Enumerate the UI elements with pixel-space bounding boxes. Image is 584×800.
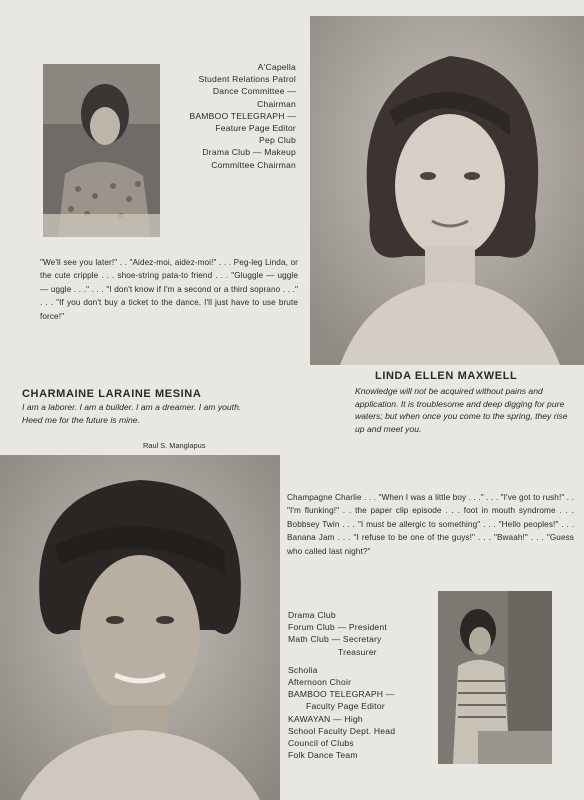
activity-line: Dance Committee — xyxy=(212,86,296,97)
candid-photo-bottom xyxy=(438,591,552,764)
linda-motto: Knowledge will not be acquired without pains and application. It is troublesome and deep digging for pure waters; but when once you come to the spring, they rise up and meet you. xyxy=(355,386,568,434)
linda-name: LINDA ELLEN MAXWELL xyxy=(375,370,518,382)
activity-line: Committee Chairman xyxy=(211,159,296,170)
activity-line: Student Relations Patrol xyxy=(198,74,296,85)
portrait-linda xyxy=(310,16,584,365)
charmaine-quotes: "We'll see you later!" . . "Aidez-moi, aidez-moi!" . . . Peg-leg Linda, or the cute cripple . . . shoe-string pata-to friend . . . "Gluggle — uggle — uggle . . ." . . . "I don't know if I'm a second or a third soprano . . ." . . . "If you don't buy a ticket to the dance, I'll just have to use brute force!" xyxy=(40,258,298,321)
activity-line: KAWAYAN — High xyxy=(288,713,363,724)
activity-line: Drama Club — Makeup xyxy=(202,147,296,158)
activity-line: Treasurer xyxy=(338,646,377,657)
activity-line: Council of Clubs xyxy=(288,738,354,749)
activity-line: School Faculty Dept. Head xyxy=(288,725,396,736)
activity-line: Faculty Page Editor xyxy=(306,701,385,712)
charmaine-name: CHARMAINE LARAINE MESINA xyxy=(22,388,202,400)
activity-line: Chairman xyxy=(257,98,296,109)
linda-quotes: Champagne Charlie . . . "When I was a little boy . . ." . . . "I've got to rush!" . . "I'm flunking!" . . the paper clip episode . . . foot in mouth syndrome . . . Bobbsey Twin . . . "I must be allergic to something" . . . "Hello peoples!" . . . Banana Jam . . . "I refuse to be one of the guys!" . . . "Bwaah!" . . . "Guess who called last night?" xyxy=(287,493,574,556)
activity-line: BAMBOO TELEGRAPH — xyxy=(288,689,395,700)
activity-line: Pep Club xyxy=(259,135,296,146)
activity-line: Feature Page Editor xyxy=(215,123,296,134)
activity-line: Folk Dance Team xyxy=(288,750,358,761)
candid-photo-top xyxy=(43,64,160,237)
charmaine-motto-attribution: Raul S. Manglapus xyxy=(143,441,206,450)
activity-line: Math Club — Secretary xyxy=(288,634,382,645)
activity-line: Afternoon Choir xyxy=(288,677,352,688)
portrait-charmaine xyxy=(0,455,280,800)
charmaine-motto: I am a laborer. I am a builder. I am a dreamer. I am youth. Heed me for the future is mine. xyxy=(22,402,242,425)
activity-line: A'Capella xyxy=(257,62,296,72)
activity-line: BAMBOO TELEGRAPH — xyxy=(189,110,296,121)
activity-line: Drama Club xyxy=(288,610,336,620)
activity-line: Scholia xyxy=(288,664,318,675)
activity-line: Forum Club — President xyxy=(288,622,387,633)
charmaine-activities xyxy=(170,61,296,171)
linda-activities xyxy=(288,609,433,761)
